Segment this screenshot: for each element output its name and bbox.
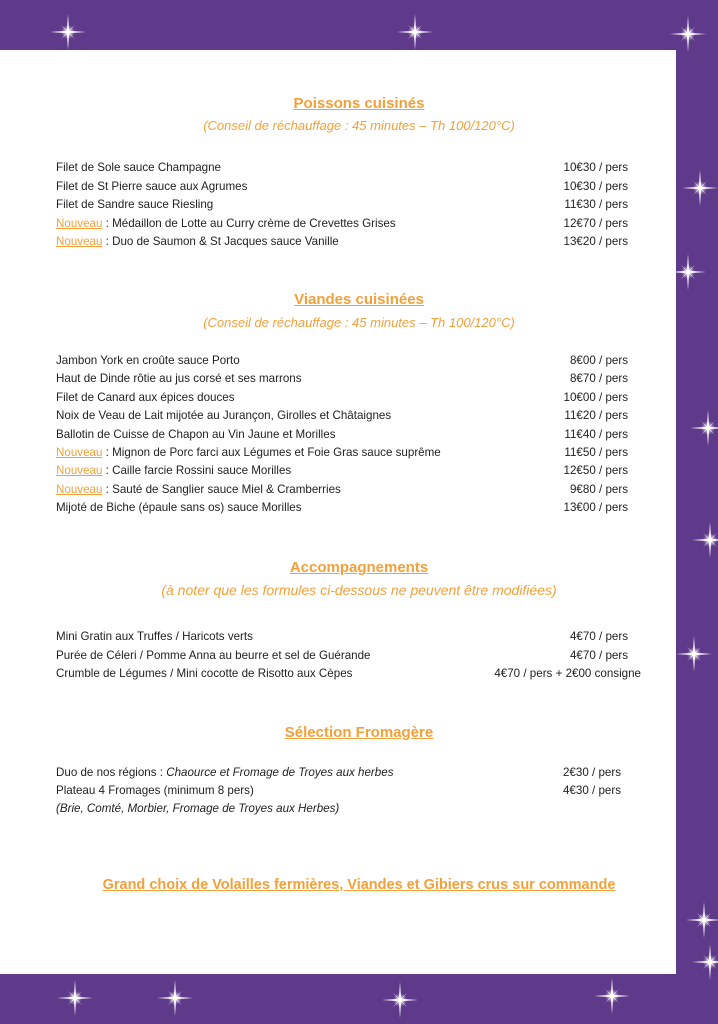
sparkle-icon <box>48 12 88 52</box>
item-price: 4€70 / pers <box>569 630 628 643</box>
list-item <box>56 628 628 646</box>
item-price: 13€20 / pers <box>563 235 628 248</box>
list-item <box>56 647 628 665</box>
section-title-accompagnements: Accompagnements <box>289 559 429 576</box>
item-detail: Chaource et Fromage de Troyes aux herbes <box>166 766 394 779</box>
item-name <box>56 628 253 646</box>
item-label: Mini Gratin aux Truffes / Haricots verts <box>56 630 253 643</box>
sparkle-icon <box>690 520 718 560</box>
list-item <box>56 665 641 683</box>
item-price: 10€00 / pers <box>563 390 628 404</box>
item-label: : Mignon de Porc farci aux Légumes et Foie Gras sauce suprême <box>102 446 441 459</box>
item-label: Filet de Sole sauce Champagne <box>56 161 221 174</box>
item-price: 8€00 / pers <box>569 354 628 367</box>
item-name <box>56 389 235 407</box>
list-item <box>56 782 621 800</box>
item-price: 4€70 / pers <box>569 648 628 662</box>
sparkle-icon <box>592 976 632 1016</box>
list-item <box>56 407 628 425</box>
list-item <box>56 370 628 388</box>
item-label: : Médaillon de Lotte au Curry crème de Crevettes Grises <box>102 216 396 230</box>
item-label: : Caille farcie Rossini sauce Morilles <box>102 464 292 478</box>
item-price: 12€50 / pers <box>563 464 628 478</box>
new-tag: Nouveau <box>56 464 103 478</box>
list-item <box>56 499 628 517</box>
item-label: Ballotin de Cuisse de Chapon au Vin Jaune et Morilles <box>56 427 336 441</box>
item-name <box>56 407 391 425</box>
list-item <box>56 426 628 444</box>
item-name <box>56 159 221 177</box>
item-name <box>56 215 396 233</box>
item-label: Filet de St Pierre sauce aux Agrumes <box>56 179 248 193</box>
list-item <box>56 389 628 407</box>
section-title-poissons: Poissons cuisinés <box>293 95 425 112</box>
item-label: Haut de Dinde rôtie au jus corsé et ses marrons <box>56 372 302 386</box>
new-tag: Nouveau <box>56 446 103 459</box>
section-subtitle-accompagnements: (à noter que les formules ci-dessous ne peuvent être modifiées) <box>161 582 557 598</box>
sparkle-icon <box>684 900 718 940</box>
section-subtitle-viandes: (Conseil de réchauffage : 45 minutes – Th 100/120°C) <box>203 315 515 330</box>
item-name <box>56 764 394 782</box>
item-price: 10€30 / pers <box>563 161 628 174</box>
sparkle-icon <box>668 14 708 54</box>
item-label: Filet de Sandre sauce Riesling <box>56 198 214 211</box>
item-label: Purée de Céleri / Pomme Anna au beurre et sel de Guérande <box>56 648 371 662</box>
item-price: 10€30 / pers <box>563 179 628 193</box>
sparkle-icon <box>155 978 195 1018</box>
section-title-fromages: Sélection Fromagère <box>284 724 434 741</box>
sparkle-icon <box>680 168 718 208</box>
sparkle-icon <box>688 408 718 448</box>
item-price: 11€40 / pers <box>564 427 628 441</box>
list-item <box>56 764 621 782</box>
item-price: 4€70 / pers + 2€00 consigne <box>494 667 641 680</box>
list-item <box>56 178 628 196</box>
item-name <box>56 178 247 196</box>
list-item <box>56 444 628 462</box>
item-name <box>56 665 352 683</box>
list-item <box>56 215 628 233</box>
item-name <box>56 196 213 214</box>
item-price: 8€70 / pers <box>569 372 628 386</box>
sparkle-icon <box>55 978 95 1018</box>
item-label: Mijoté de Biche (épaule sans os) sauce Morilles <box>56 501 302 515</box>
item-name <box>56 426 336 444</box>
new-tag: Nouveau <box>56 235 103 248</box>
item-price: 2€30 / pers <box>562 766 621 779</box>
list-item <box>56 481 628 499</box>
list-item <box>56 159 628 177</box>
item-label: Jambon York en croûte sauce Porto <box>56 354 240 367</box>
item-price: 11€50 / pers <box>564 446 628 459</box>
item-name <box>56 444 441 462</box>
section-subtitle-poissons: (Conseil de réchauffage : 45 minutes – Th 100/120°C) <box>203 118 515 133</box>
item-name <box>56 481 341 499</box>
item-name <box>56 352 240 370</box>
item-price: 13€00 / pers <box>563 501 628 515</box>
item-price: 4€30 / pers <box>562 784 621 797</box>
list-item <box>56 196 628 214</box>
item-price: 11€20 / pers <box>564 409 628 423</box>
item-label: Noix de Veau de Lait mijotée au Jurançon, Girolles et Châtaignes <box>56 409 392 423</box>
list-item <box>56 352 628 370</box>
item-name <box>56 499 302 517</box>
item-name <box>56 647 371 665</box>
note-text: (Brie, Comté, Morbier, Fromage de Troyes aux Herbes) <box>56 802 340 815</box>
sparkle-icon <box>674 634 714 674</box>
item-label: : Duo de Saumon & St Jacques sauce Vanille <box>102 235 339 248</box>
list-item <box>56 462 628 480</box>
fromages-note <box>56 800 628 818</box>
item-label: Crumble de Légumes / Mini cocotte de Risotto aux Cèpes <box>56 667 353 680</box>
section-title-viandes: Viandes cuisinées <box>294 291 424 308</box>
item-price: 12€70 / pers <box>563 216 628 230</box>
sparkle-icon <box>690 942 718 982</box>
item-name <box>56 370 302 388</box>
sparkle-icon <box>668 252 708 292</box>
new-tag: Nouveau <box>56 216 103 230</box>
list-item <box>56 233 628 251</box>
item-price: 11€30 / pers <box>564 198 628 211</box>
item-label: : Sauté de Sanglier sauce Miel & Cramberries <box>102 482 341 496</box>
item-price: 9€80 / pers <box>569 482 628 496</box>
sparkle-icon <box>380 980 420 1020</box>
sparkle-icon <box>395 12 435 52</box>
item-label: Filet de Canard aux épices douces <box>56 390 235 404</box>
new-tag: Nouveau <box>56 482 103 496</box>
item-label: Duo de nos régions : <box>56 766 167 779</box>
item-name <box>56 233 339 251</box>
footer-notice: Grand choix de Volailles fermières, Viandes et Gibiers crus sur commande <box>102 877 616 893</box>
item-name: Plateau 4 Fromages (minimum 8 pers) <box>56 784 254 797</box>
item-name <box>56 462 291 480</box>
